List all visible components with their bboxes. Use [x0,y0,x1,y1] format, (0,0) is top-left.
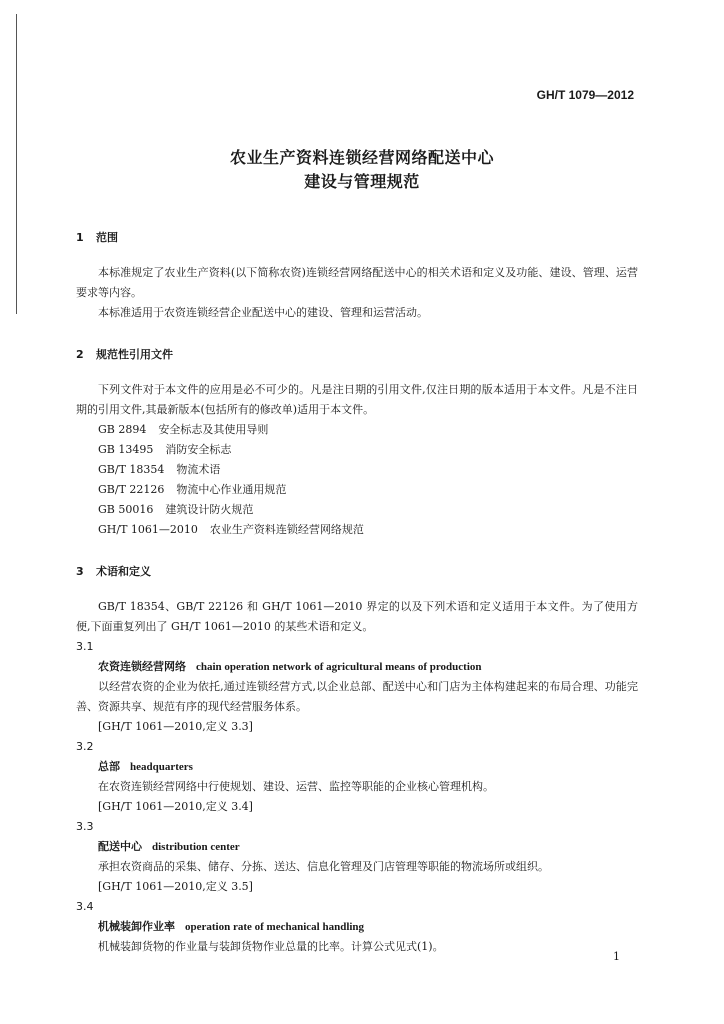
term-definition: 承担农资商品的采集、储存、分拣、送达、信息化管理及门店管理等职能的物流场所或组织。 [98,860,549,873]
term-definition: 机械装卸货物的作业量与装卸货物作业总量的比率。计算公式见式(1)。 [98,940,444,953]
section-number: 1 [76,231,84,244]
section-title: 范围 [96,231,118,244]
reference-item [98,480,638,500]
term-chinese: 总部 [98,760,120,773]
term-english: chain operation network of agricultural means of production [196,661,482,673]
reference-item [98,500,638,520]
term-clause [76,897,638,957]
paragraph: 本标准适用于农资连锁经营企业配送中心的建设、管理和运营活动。 [98,306,428,319]
reference-title: 农业生产资料连锁经营网络规范 [209,523,364,536]
paragraph: 下列文件对于本文件的应用是必不可少的。凡是注日期的引用文件,仅注日期的版本适用于本文件。凡是不注日期的引用文件,其最新版本(包括所有的修改单)适用于本文件。 [76,383,638,416]
term-source: [GH/T 1061—2010,定义 3.3] [98,720,253,733]
reference-title: 建筑设计防火规范 [165,503,254,516]
paragraph: GB/T 18354、GB/T 22126 和 GH/T 1061—2010 界定的以及下列术语和定义适用于本文件。为了使用方便,下面重复列出了 GH/T 1061—2010 的某些术语和定义。 [76,600,638,633]
term-english: distribution center [152,841,240,853]
document-body [76,228,638,957]
reference-item [98,460,638,480]
clause-number: 3.1 [76,640,94,653]
term-source: [GH/T 1061—2010,定义 3.5] [98,880,253,893]
term-chinese: 农资连锁经营网络 [98,660,186,673]
term-chinese: 机械装卸作业率 [98,920,175,933]
reference-list [98,420,638,540]
paragraph: 本标准规定了农业生产资料(以下简称农资)连锁经营网络配送中心的相关术语和定义及功能、建设、管理、运营要求等内容。 [76,266,638,299]
reference-title: 物流术语 [176,463,221,476]
standard-number: GH/T 1079—2012 [536,88,634,102]
reference-code: GB/T 18354 [98,463,165,476]
section-heading-terms-and-definitions [76,562,638,582]
term-definition: 以经营农资的企业为依托,通过连锁经营方式,以企业总部、配送中心和门店为主体构建起来的布局合理、功能完善、资源共享、规范有序的现代经营服务体系。 [76,680,638,713]
clause-number: 3.2 [76,740,94,753]
section-number: 3 [76,565,84,578]
reference-code: GB 50016 [98,503,154,516]
term-heading [98,757,638,777]
term-definition: 在农资连锁经营网络中行使规划、建设、运营、监控等职能的企业核心管理机构。 [98,780,494,793]
page-number: 1 [613,950,620,963]
reference-item [98,520,638,540]
reference-item [98,420,638,440]
section-heading-scope [76,228,638,248]
title-line-2: 建设与管理规范 [304,172,420,191]
term-heading [98,657,638,677]
term-heading [98,917,638,937]
reference-code: GH/T 1061—2010 [98,523,198,536]
reference-code: GB 13495 [98,443,154,456]
reference-code: GB 2894 [98,423,147,436]
title-line-1: 农业生产资料连锁经营网络配送中心 [229,148,494,167]
section-title: 术语和定义 [96,565,151,578]
term-english: headquarters [130,761,193,773]
reference-title: 物流中心作业通用规范 [176,483,287,496]
term-chinese: 配送中心 [98,840,142,853]
section-number: 2 [76,348,84,361]
clause-number: 3.4 [76,900,94,913]
section-heading-normative-references [76,345,638,365]
reference-title: 消防安全标志 [165,443,232,456]
reference-item [98,440,638,460]
clause-number: 3.3 [76,820,94,833]
document-title [0,146,724,194]
term-source: [GH/T 1061—2010,定义 3.4] [98,800,253,813]
reference-title: 安全标志及其使用导则 [158,423,269,436]
reference-code: GB/T 22126 [98,483,165,496]
term-clause [76,737,638,817]
term-english: operation rate of mechanical handling [185,921,365,933]
term-clause [76,637,638,737]
term-heading [98,837,638,857]
section-title: 规范性引用文件 [96,348,173,361]
term-clause [76,817,638,897]
